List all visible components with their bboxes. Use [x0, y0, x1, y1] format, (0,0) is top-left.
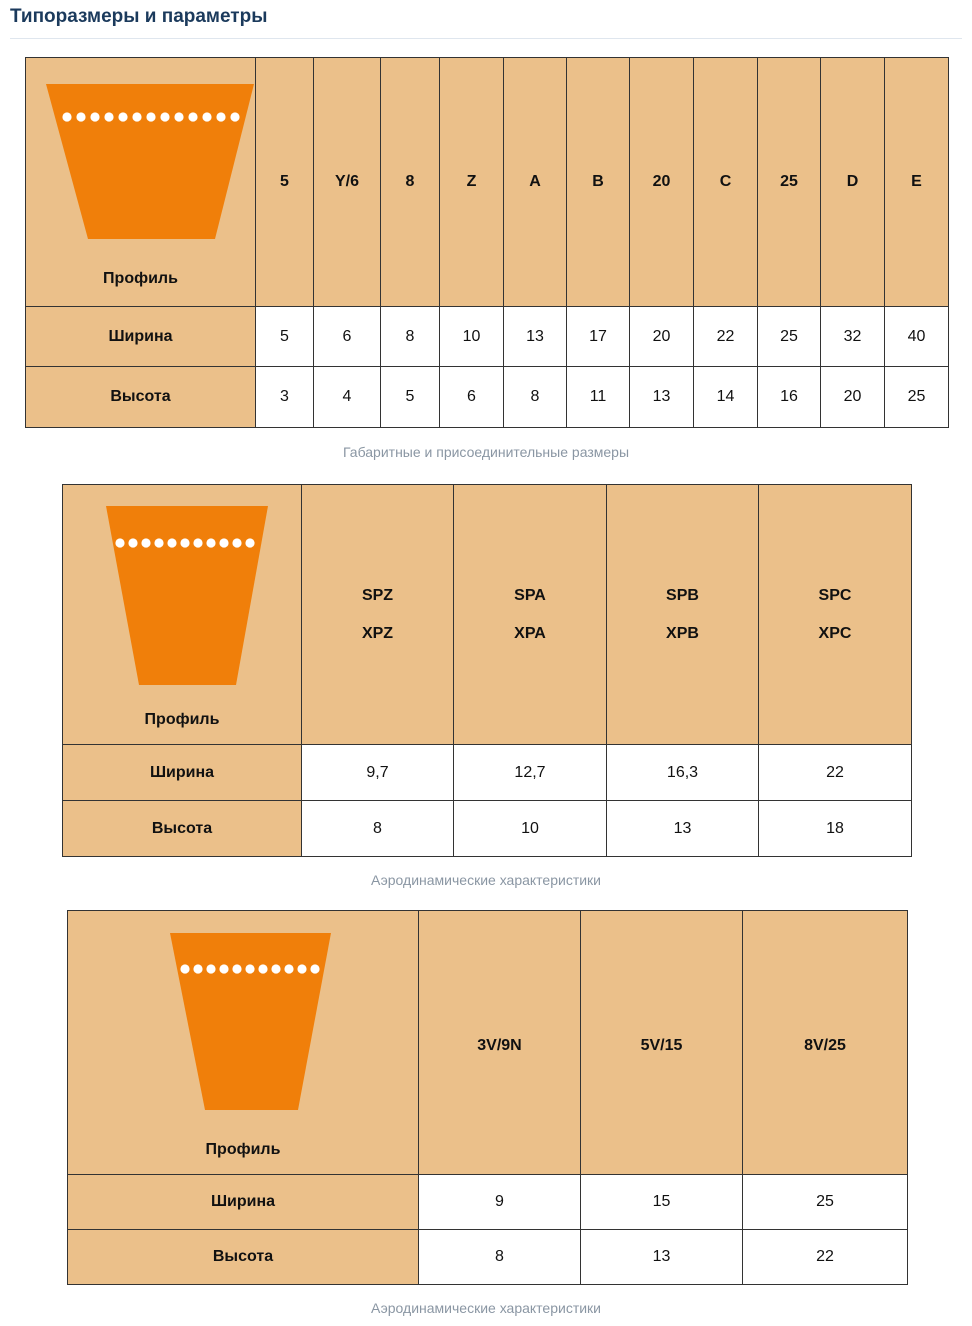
width-row [68, 1175, 908, 1230]
height-row [63, 801, 912, 857]
profile-code-bottom: XPB [666, 624, 699, 642]
profile-header-cell [26, 58, 256, 307]
page-title: Типоразмеры и параметры [10, 6, 268, 27]
width-value: 40 [885, 307, 949, 367]
width-label: Ширина [63, 745, 302, 801]
profile-header: Z [440, 58, 504, 307]
height-row [26, 367, 949, 428]
height-value: 22 [743, 1230, 908, 1285]
profile-header: B [567, 58, 630, 307]
height-value: 10 [454, 801, 607, 857]
classic-profile-table [25, 57, 949, 428]
profile-header: Y/6 [314, 58, 381, 307]
profile-code-top: SPC [818, 586, 852, 604]
profile-header: 25 [758, 58, 821, 307]
width-value: 10 [440, 307, 504, 367]
profile-header: 5V/15 [581, 911, 743, 1175]
width-value: 32 [821, 307, 885, 367]
width-value: 5 [256, 307, 314, 367]
profile-header [607, 485, 759, 745]
v-belt-cross-section-icon [44, 82, 256, 242]
profile-header [454, 485, 607, 745]
height-value: 14 [694, 367, 758, 428]
width-value: 13 [504, 307, 567, 367]
table-caption: Аэродинамические характеристики [370, 872, 601, 888]
table-caption: Аэродинамические характеристики [370, 1300, 601, 1316]
width-value: 16,3 [607, 745, 759, 801]
width-value: 9,7 [302, 745, 454, 801]
profile-header: A [504, 58, 567, 307]
width-value: 9 [419, 1175, 581, 1230]
profile-header: 3V/9N [419, 911, 581, 1175]
profile-header: C [694, 58, 758, 307]
height-label: Высота [63, 801, 302, 857]
width-value: 12,7 [454, 745, 607, 801]
profile-header [302, 485, 454, 745]
height-value: 16 [758, 367, 821, 428]
profile-header-cell [63, 485, 302, 745]
width-value: 8 [381, 307, 440, 367]
table-caption: Габаритные и присоединительные размеры [342, 444, 629, 460]
height-value: 13 [607, 801, 759, 857]
height-value: 5 [381, 367, 440, 428]
height-value: 3 [256, 367, 314, 428]
height-value: 4 [314, 367, 381, 428]
profile-code-bottom: XPC [818, 624, 852, 642]
profile-header: 5 [256, 58, 314, 307]
v-belt-cross-section-icon [169, 932, 332, 1112]
width-value: 6 [314, 307, 381, 367]
width-value: 25 [743, 1175, 908, 1230]
profile-header-cell [68, 911, 419, 1175]
profile-header: 8V/25 [743, 911, 908, 1175]
profile-header [759, 485, 912, 745]
width-value: 20 [630, 307, 694, 367]
profile-header: E [885, 58, 949, 307]
width-row [26, 307, 949, 367]
height-value: 11 [567, 367, 630, 428]
width-value: 22 [694, 307, 758, 367]
height-value: 25 [885, 367, 949, 428]
profile-header: 8 [381, 58, 440, 307]
width-label: Ширина [68, 1175, 419, 1230]
profile-label: Профиль [205, 1141, 281, 1158]
width-value: 17 [567, 307, 630, 367]
width-value: 25 [758, 307, 821, 367]
height-value: 20 [821, 367, 885, 428]
width-row [63, 745, 912, 801]
v-belt-cross-section-icon [105, 505, 269, 687]
title-divider [10, 38, 962, 39]
height-value: 18 [759, 801, 912, 857]
width-value: 15 [581, 1175, 743, 1230]
height-label: Высота [68, 1230, 419, 1285]
profile-code-top: SPZ [361, 586, 394, 604]
wedge-profile-table [67, 910, 908, 1285]
profile-header: 20 [630, 58, 694, 307]
profile-code-bottom: XPA [514, 624, 546, 642]
profile-code-top: SPB [666, 586, 699, 604]
width-value: 22 [759, 745, 912, 801]
profile-code-bottom: XPZ [361, 624, 394, 642]
profile-header: D [821, 58, 885, 307]
height-label: Высота [26, 367, 256, 428]
height-row [68, 1230, 908, 1285]
profile-code-top: SPA [514, 586, 546, 604]
height-value: 8 [302, 801, 454, 857]
height-value: 8 [504, 367, 567, 428]
width-label: Ширина [26, 307, 256, 367]
height-value: 13 [581, 1230, 743, 1285]
narrow-profile-table [62, 484, 912, 857]
profile-label: Профиль [144, 711, 220, 728]
height-value: 13 [630, 367, 694, 428]
height-value: 8 [419, 1230, 581, 1285]
profile-label: Профиль [103, 270, 178, 287]
height-value: 6 [440, 367, 504, 428]
